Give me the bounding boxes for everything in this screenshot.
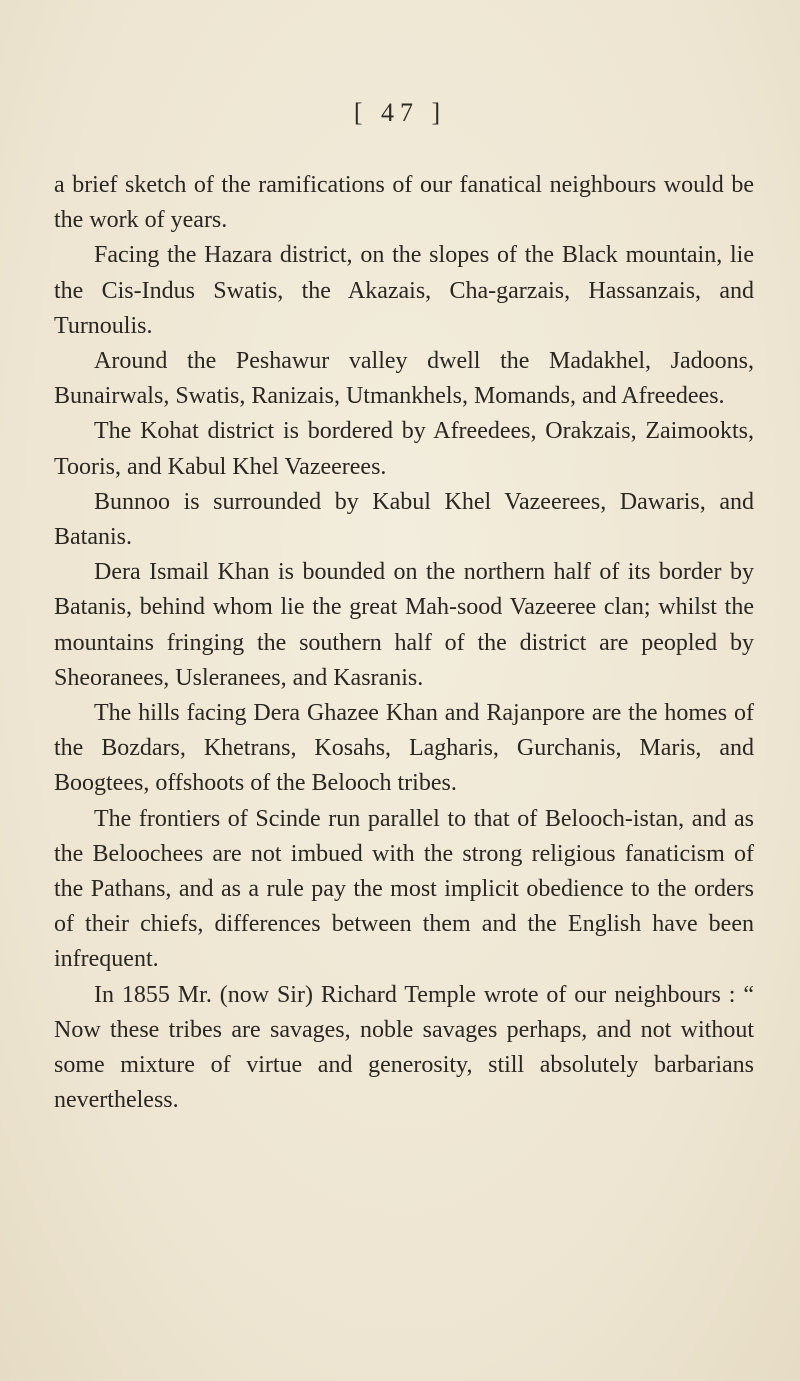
paragraph-dera-ghazee-khan: The hills facing Dera Ghazee Khan and Rajanpore are the homes of the Bozdars, Khetrans, Kosahs, Lagharis, Gurchanis, Maris, and Boogtees, offshoots of the Belooch tribes.: [54, 700, 754, 797]
paragraph-dera-ismail-khan: Dera Ismail Khan is bounded on the northern half of its border by Batanis, behind whom lie the great Mah-sood Vazeeree clan; whilst the mountains fringing the southern half of the district are peopled by Sheoranees, Usleranees, and Kasranis.: [54, 559, 754, 691]
paragraph-peshawur: Around the Peshawur valley dwell the Madakhel, Jadoons, Bunairwals, Swatis, Ranizais, Utmankhels, Momands, and Afreedees.: [54, 348, 754, 410]
paragraph-kohat: The Kohat district is bordered by Afreedees, Orakzais, Zaimookts, Tooris, and Kabul Khel Vazeerees.: [54, 418, 754, 480]
paragraph-bunnoo: Bunnoo is surrounded by Kabul Khel Vazeerees, Dawaris, and Batanis.: [54, 488, 754, 551]
page-number: [ 47 ]: [353, 98, 447, 127]
paragraph-continuation: a brief sketch of the ramifications of our fanatical neighbours would be the work of years.: [54, 172, 754, 234]
paragraph-scinde: The frontiers of Scinde run parallel to that of Belooch-istan, and as the Beloochees are not imbued with the strong religious fanaticism of the Pathans, and as a rule pay the most implicit obedience to the orders of their chiefs, differences between them and the English have been infrequent.: [54, 805, 754, 973]
paragraph-temple-quote: In 1855 Mr. (now Sir) Richard Temple wrote of our neighbours : “ Now these tribes are savages, noble savages perhaps, and not without some mixture of virtue and generosity, still absolutely barbarians nevertheless.: [54, 981, 754, 1114]
body-text: [54, 168, 754, 1118]
paragraph-hazara: Facing the Hazara district, on the slopes of the Black mountain, lie the Cis-Indus Swatis, the Akazais, Cha-garzais, Hassanzais, and Turnoulis.: [54, 242, 754, 339]
